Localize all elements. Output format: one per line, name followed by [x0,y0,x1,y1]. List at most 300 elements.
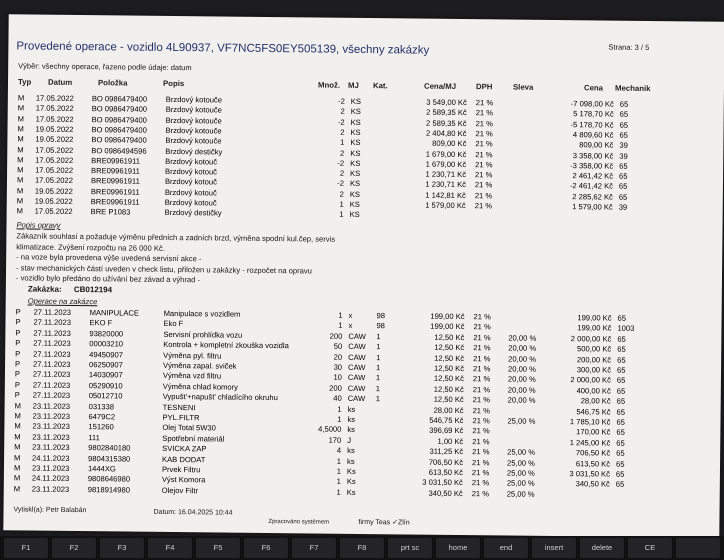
header-kat: Kat. [372,81,388,91]
cell-polozka: 9808646980 [87,474,131,484]
cell-datum: 17.05.2022 [35,165,74,176]
cell-cena: 3 358,00 Kč [572,150,614,161]
cell-sleva: 20,00 % [508,354,537,364]
cell-popis: Olej Total 5W30 [162,423,216,433]
note-line: klimatizace. Zvýšení rozpočtu na 26 000 Kč. [16,241,165,253]
cell-mech: 65 [619,161,628,171]
cell-polozka: 14030907 [88,370,123,380]
cell-typ: P [15,307,21,317]
cell-datum: 24.11.2023 [32,453,70,463]
keyboard-key: F7 [292,538,336,558]
cell-datum: 23.11.2023 [32,432,70,442]
cell-polozka: BO 0986479400 [91,135,147,145]
header-dph: DPH [475,82,493,92]
cell-dph: 21 % [473,322,491,332]
cell-popis: Spotřební materiál [162,433,225,444]
cell-dph: 21 % [475,118,493,128]
cell-kat: 1 [375,373,381,383]
cell-cena_mj: 1 679,00 Kč [425,149,467,159]
note-line: - na voze byla provedena výše uvedená servisní akce - [16,252,202,264]
cell-popis: Prvek Filtru [161,464,201,475]
cell-cena_mj: 28,00 Kč [433,405,464,415]
cell-polozka: BO 0986494596 [91,145,147,156]
cell-datum: 27.11.2023 [33,328,71,338]
cell-cena_mj: 12,50 Kč [434,342,465,353]
cell-mech: 65 [618,182,628,192]
keyboard-key: home [436,538,480,558]
cell-dph: 21 % [472,395,491,405]
cell-cena_mj: 12,50 Kč [433,394,464,405]
cell-mj: CAW [347,373,366,383]
cell-popis: Brzdový kotouče [165,136,222,146]
cell-datum: 23.11.2023 [32,411,71,421]
cell-dph: 21 % [472,426,490,436]
cell-kat: 98 [376,311,386,321]
cell-polozka: BRE P1083 [90,207,131,217]
cell-typ: M [13,473,21,483]
cell-polozka: BRE09961911 [90,197,140,207]
cell-dph: 21 % [475,149,493,159]
cell-dph: 21 % [472,436,490,447]
cell-dph: 21 % [471,478,490,488]
cell-cena: 170,00 Kč [576,427,611,437]
cell-popis: Brzdový kotouč [164,197,217,208]
cell-cena_mj: 613,50 Kč [428,467,463,478]
cell-polozka: 05012710 [88,391,123,401]
cell-mech: 65 [619,99,629,109]
keyboard-key: insert [532,538,576,558]
cell-popis: Vypušt'+napušt' chladícího okruhu [162,392,278,403]
cell-mnoz: 2 [340,127,345,137]
cell-dph: 21 % [473,312,491,322]
cell-cena_mj: 2 589,35 Kč [426,107,467,118]
cell-popis: Výměna chlad komory [162,381,239,392]
cell-mnoz: 200 [329,331,343,341]
cell-cena: 3 031,50 Kč [569,469,610,479]
keyboard-key: F4 [148,538,192,558]
cell-mnoz: 4 [336,445,342,455]
cell-typ: P [15,338,21,348]
cell-cena_mj: 2 404,80 Kč [425,128,467,138]
cell-mnoz: -2 [337,179,345,189]
cell-cena_mj: 706,50 Kč [428,457,464,467]
zakazka-label: Zakázka: [27,284,62,294]
cell-popis: Brzdový kotouč [165,156,218,167]
cell-typ: M [16,206,24,216]
cell-polozka: BO 0986479400 [91,114,147,125]
cell-mech: 65 [619,171,628,181]
header-datum: Datum [47,77,73,87]
cell-sleva: 20,00 % [508,333,537,343]
print-date: Datum: 16.04.2025 10:44 [153,508,233,517]
cell-cena: 1 785,10 Kč [569,417,611,427]
cell-cena: 1 245,00 Kč [569,437,611,448]
cell-datum: 19.05.2022 [35,124,74,134]
printed-by: Vytiskl(a): Petr Balabán [13,506,87,515]
cell-popis: PYL.FILTR [162,412,200,423]
cell-polozka: BRE09961911 [90,176,140,187]
cell-mnoz: 1 [336,466,342,476]
cell-kat: 98 [376,321,385,331]
cell-popis: Brzdový kotouč [165,167,218,177]
header-cena-mj: Cena/MJ [423,81,457,91]
cell-polozka: 1444XG [87,464,116,474]
cell-mnoz: -2 [338,96,345,106]
cell-mnoz: 1 [339,210,344,220]
cell-popis: Eko F [163,319,184,329]
cell-dph: 21 % [475,129,493,139]
cell-cena_mj: 1 679,00 Kč [425,159,467,169]
cell-mech: 65 [617,313,627,323]
cell-cena: 546,75 Kč [576,406,611,417]
cell-typ: M [14,400,22,411]
cell-mj: CAW [347,362,366,373]
cell-cena_mj: 1 230,71 Kč [425,180,467,190]
cell-datum: 23.11.2023 [32,442,70,453]
cell-datum: 27.11.2023 [32,390,71,401]
cell-cena: 2 000,00 Kč [570,375,611,385]
cell-mnoz: 2 [340,107,345,117]
cell-kat: 1 [375,394,380,404]
keyboard-key: F5 [196,538,240,558]
cell-sleva: 20,00 % [507,385,536,395]
cell-cena_mj: 1 142,81 Kč [425,190,466,200]
cell-polozka: 9802840180 [88,443,131,453]
cell-typ: M [17,113,25,124]
cell-typ: P [15,348,21,358]
cell-polozka: 151260 [88,422,114,432]
cell-cena: 340,50 Kč [575,479,610,489]
cell-cena_mj: 1 579,00 Kč [425,200,466,211]
cell-dph: 21 % [473,343,491,353]
cell-mnoz: -2 [337,158,345,168]
cell-cena_mj: 1,00 Kč [437,436,464,446]
cell-dph: 21 % [471,488,490,499]
keyboard-key: end [484,538,528,558]
header-mechanik: Mechanik [614,83,651,93]
keyboard-key: CE [628,538,672,558]
cell-polozka: 9804315380 [88,453,131,464]
cell-dph: 21 % [472,374,491,384]
cell-mech: 65 [619,120,629,130]
cell-popis: Brzdový kotouč [164,177,217,187]
cell-popis: Brzdový kotouče [165,105,222,115]
cell-datum: 27.11.2023 [33,317,71,328]
cell-mech: 65 [615,469,625,479]
cell-polozka: 111 [88,432,100,443]
cell-cena_mj: 199,00 Kč [430,322,465,332]
cell-mnoz: 2 [339,189,344,199]
cell-mech: 65 [617,344,626,354]
cell-typ: M [17,103,25,113]
cell-typ: M [17,93,25,103]
keyboard-edge [0,536,724,560]
cell-mj: KS [349,179,361,189]
cell-kat: 1 [375,383,381,393]
cell-datum: 17.05.2022 [34,206,73,217]
cell-popis: Výměna vzd filtru [162,371,222,381]
cell-popis: Výst Komora [161,475,206,485]
cell-popis: Brzdový destičky [165,146,223,157]
keyboard-key: F1 [4,538,48,558]
cell-polozka: 93820000 [89,328,124,339]
cell-polozka: 00003210 [89,339,124,349]
cell-mnoz: 2 [339,168,345,178]
cell-cena: 199,00 Kč [577,313,612,323]
cell-mech: 65 [619,109,629,120]
page-number: Strana: 3 / 5 [608,42,650,52]
cell-mj: ks [347,425,356,435]
header-cena: Cena [583,83,604,93]
cell-dph: 21 % [475,170,493,180]
header-mj: MJ [347,80,359,90]
cell-mj: ks [347,404,356,414]
cell-dph: 21 % [472,384,491,395]
cell-mnoz: 1 [338,321,343,331]
cell-popis: Brzdový kotouče [165,115,222,126]
keyboard-key: F6 [244,538,288,558]
cell-sleva: 20,00 % [507,374,536,385]
filter-line: Výběr: všechny operace, řazeno podle údaje: datum [18,61,192,73]
cell-mech: 65 [616,365,626,375]
cell-cena_mj: 546,75 Kč [429,415,464,426]
cell-datum: 17.05.2022 [35,114,74,124]
cell-typ: P [14,369,21,379]
cell-mnoz: 20 [333,352,343,362]
cell-polozka: BO 0986479400 [91,94,148,104]
keyboard-key: F2 [52,538,96,558]
cell-cena_mj: 809,00 Kč [432,138,467,149]
cell-dph: 21 % [475,98,494,108]
cell-mj: J [347,435,352,445]
cell-popis: Olejov Filtr [161,485,199,496]
cell-datum: 19.05.2022 [35,134,74,145]
cell-typ: M [14,452,21,463]
cell-mnoz: 10 [333,373,342,383]
cell-typ: P [14,380,20,390]
cell-typ: P [15,317,21,327]
cell-dph: 21 % [472,416,490,426]
keyboard-key [676,538,720,558]
cell-datum: 17.05.2022 [35,103,74,114]
cell-mj: KS [350,158,361,168]
cell-cena: 5 178,70 Kč [573,109,614,119]
cell-typ: M [17,144,24,154]
keyboard-key: prt sc [388,538,432,558]
cell-cena: 200,00 Kč [576,354,612,365]
cell-mj: Ks [346,466,356,476]
company-name: firmy Teas ✓Zlín [358,518,410,527]
cell-popis: Brzdový kotouče [165,125,222,136]
cell-mech: 65 [616,396,626,406]
cell-dph: 21 % [475,159,493,170]
cell-polozka: BO 0986479400 [91,125,147,135]
cell-mj: CAW [347,383,366,393]
cell-typ: M [14,411,21,421]
header-sleva: Sleva [512,82,534,92]
cell-popis: Brzdový kotouče [165,94,223,105]
cell-mech: 65 [616,376,626,386]
cell-sleva: 25,00 % [507,458,535,468]
cell-typ: M [14,432,21,442]
cell-cena: 199,00 Kč [577,323,612,333]
cell-popis: TESNENI [162,402,196,412]
cell-mnoz: 1 [339,199,344,209]
cell-typ: M [16,196,24,206]
cell-mech: 65 [619,130,628,140]
cell-mj: KS [350,127,361,137]
cell-sleva: 25,00 % [506,478,535,489]
cell-typ: M [16,186,24,196]
cell-cena: -5 178,70 Kč [570,119,614,130]
cell-mj: CAW [348,342,366,352]
cell-polozka: 06250907 [89,360,123,370]
cell-sleva: 20,00 % [508,343,537,353]
header-polozka: Položka [97,78,128,88]
cell-mech: 65 [616,448,625,458]
cell-cena_mj: 396,69 Kč [429,426,464,436]
cell-dph: 21 % [475,108,494,118]
note-line: - stav mechanických částí uveden v check listu, přiložen u zakázky - rozpočet na opravu [16,262,312,275]
cell-datum: 27.11.2023 [32,380,71,390]
cell-mnoz: 1 [337,404,342,414]
cell-sleva: 20,00 % [507,395,536,405]
cell-polozka: 031338 [88,401,115,411]
cell-mnoz: 200 [329,383,342,393]
cell-mj: ks [347,446,355,456]
cell-datum: 17.05.2022 [35,93,74,103]
cell-typ: M [14,421,21,431]
cell-typ: M [14,442,21,452]
cell-cena_mj: 12,50 Kč [434,363,465,374]
cell-popis: Výměna pyl. filtru [163,350,222,361]
cell-polozka: 9818914980 [87,484,131,495]
cell-mj: CAW [347,394,366,404]
cell-cena: 2 000,00 Kč [570,333,612,344]
report-title: Provedené operace - vozidlo 4L90937, VF7NC5FS0EY505139, všechny zakázky [16,40,430,57]
cell-kat: 1 [376,352,381,362]
cell-popis: Brzdový destičky [164,208,222,218]
cell-dph: 21 % [472,457,490,467]
cell-dph: 21 % [472,405,490,415]
cell-mj: x [348,310,353,320]
cell-cena: 400,00 Kč [576,386,611,396]
cell-dph: 21 % [474,201,493,211]
cell-mech: 65 [616,407,626,417]
cell-dph: 21 % [472,447,490,457]
cell-cena: -7 098,00 Kč [570,99,614,109]
cell-sleva: 25,00 % [506,489,535,499]
cell-mj: CAW [348,352,366,362]
note-line: Zákazník souhlasí a požaduje výměnu předních a zadních brzd, výměna spodní kul.čep, servis [16,231,336,244]
cell-typ: P [14,390,20,400]
cell-polozka: BRE09961911 [90,186,140,197]
operations-heading: Operace na zakázce [27,296,98,307]
cell-mnoz: 4,5000 [318,424,342,435]
cell-polozka: 49450907 [89,349,124,360]
cell-cena_mj: 12,50 Kč [433,374,464,384]
cell-mech: 65 [616,438,625,448]
cell-typ: M [17,134,24,144]
cell-typ: M [17,124,24,134]
cell-cena: 2 285,62 Kč [572,191,613,202]
zakazka-number: CB012194 [73,284,113,295]
cell-mj: KS [349,210,360,220]
cell-dph: 21 % [472,364,491,374]
cell-typ: P [15,359,21,369]
cell-kat: 1 [376,331,381,341]
cell-cena: 2 461,42 Kč [572,171,614,181]
popis-opravy-heading: Popis opravy [16,220,61,230]
cell-mech: 1003 [617,324,635,334]
cell-mech: 65 [616,386,626,396]
cell-dph: 21 % [474,190,493,201]
cell-cena_mj: 1 230,71 Kč [425,169,467,180]
cell-cena: 4 809,60 Kč [572,130,614,140]
cell-cena_mj: 199,00 Kč [430,311,465,322]
cell-cena: -2 461,42 Kč [569,181,613,191]
cell-mj: KS [350,117,361,127]
cell-datum: 23.11.2023 [32,401,71,411]
cell-mnoz: 2 [340,148,345,158]
cell-datum: 19.05.2022 [34,186,73,196]
cell-mj: Ks [346,477,356,487]
cell-cena_mj: 3 549,00 Kč [426,97,467,108]
cell-cena_mj: 340,50 Kč [428,488,463,498]
cell-mj: KS [350,96,362,106]
cell-datum: 27.11.2023 [33,349,71,359]
cell-datum: 27.11.2023 [33,338,71,349]
cell-popis: Brzdový kotouč [164,187,217,198]
cell-popis: Manipulace s vozidlem [163,308,241,319]
cell-polozka: BRE09961911 [91,155,141,166]
cell-sleva: 25,00 % [506,468,535,478]
cell-cena: 613,50 Kč [575,458,611,469]
cell-popis: Servisní prohlídka vozu [163,329,243,340]
cell-mech: 65 [616,459,625,469]
cell-cena: 300,00 Kč [576,365,612,375]
cell-mech: 65 [616,417,625,427]
cell-polozka: MANIPULACE [89,308,140,318]
cell-dph: 21 % [473,332,491,343]
cell-mech: 39 [619,140,628,150]
cell-mj: ks [347,414,356,424]
cell-mj: KS [350,138,361,148]
cell-dph: 21 % [474,180,493,190]
cell-cena: 706,50 Kč [575,448,611,458]
cell-datum: 23.11.2023 [32,421,70,432]
cell-mech: 65 [616,428,625,438]
cell-mj: x [348,321,353,331]
cell-popis: SVICKA ZAP [162,444,207,454]
cell-datum: 24.11.2023 [31,473,70,484]
cell-cena_mj: 2 589,35 Kč [426,118,467,128]
cell-polozka: EKO F [89,318,113,328]
cell-cena_mj: 12,50 Kč [434,332,465,342]
cell-datum: 27.11.2023 [33,359,71,369]
cell-mnoz: 1 [337,414,342,424]
cell-mj: Ks [346,487,356,497]
keyboard-key: F3 [100,538,144,558]
keyboard-key: F8 [340,538,384,558]
cell-kat: 1 [375,363,381,373]
cell-datum: 27.11.2023 [32,369,71,380]
cell-polozka: 6479C2 [88,412,116,422]
cell-cena: 28,00 Kč [580,396,611,406]
cell-mech: 65 [615,480,625,490]
system-label: Zpracováno systémem [268,519,330,526]
cell-cena_mj: 12,50 Kč [434,353,465,363]
